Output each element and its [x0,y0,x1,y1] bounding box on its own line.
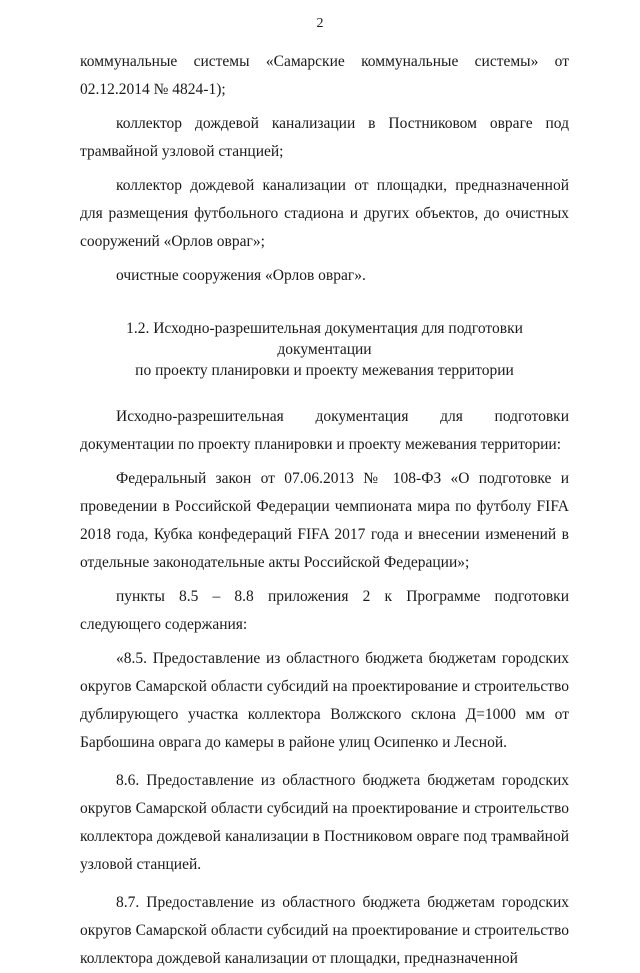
paragraph: Исходно-разрешительная документация для подготовки документации по проекту планировки и проекту межевания территории: [80,408,569,453]
paragraph: коллектор дождевой канализации от площадки, предназначенной для размещения футбольного стадиона и других объектов, до очистных сооружений «Орлов овраг»; [80,177,569,250]
paragraph: коллектор дождевой канализации в Постниковом овраге под трамвайной узловой станцией; [80,115,569,160]
paragraph: очистные сооружения «Орлов овраг». [116,267,366,284]
section-heading-line: 1.2. Исходно-разрешительная документация для подготовки документации [126,320,523,358]
section-heading [80,318,569,381]
page-number: 2 [316,16,324,31]
paragraph: 8.7. Предоставление из областного бюджета бюджетам городских округов Самарской области субсидий на проектирование и строительство коллектора дождевой канализации от площадки, предназначенной [80,894,569,967]
paragraph: 8.6. Предоставление из областного бюджета бюджетам городских округов Самарской области субсидий на проектирование и строительство коллектора дождевой канализации в Постниковом овраге под трамвайной узловой станцией. [80,772,569,873]
paragraph: пункты 8.5 – 8.8 приложения 2 к Программе подготовки следующего содержания: [80,588,569,633]
paragraph: коммунальные системы «Самарские коммунальные системы» от 02.12.2014 № 4824-1); [80,53,569,98]
document-body [80,48,569,973]
section-heading-line: по проекту планировки и проекту межевания территории [135,362,514,379]
paragraph: «8.5. Предоставление из областного бюджета бюджетам городских округов Самарской области субсидий на проектирование и строительство дублирующего участка коллектора Волжского склона Д=1000 мм от Барбошина оврага до камеры в районе улиц Осипенко и Лесной. [80,650,569,751]
paragraph: Федеральный закон от 07.06.2013 № 108-ФЗ «О подготовке и проведении в Российской Федерации чемпионата мира по футболу FIFA 2018 года, Кубка конфедераций FIFA 2017 года и внесении изменений в отдельные законодательные акты Российской Федерации»; [80,470,569,571]
